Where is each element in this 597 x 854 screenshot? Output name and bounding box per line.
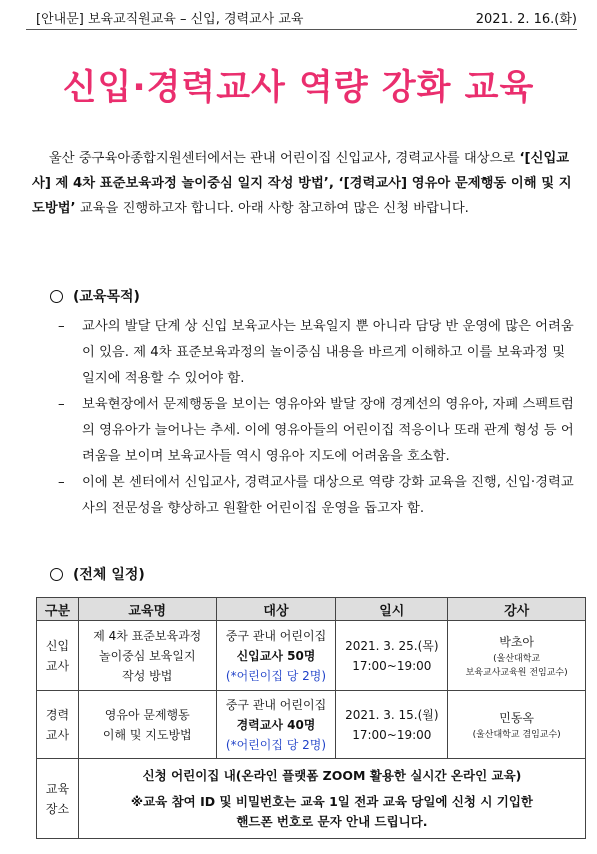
cell-category bbox=[37, 621, 79, 691]
place-line: 핸드폰 번호로 문자 안내 드립니다. bbox=[236, 813, 428, 829]
cell-datetime bbox=[336, 621, 448, 691]
dash-bullet: – bbox=[58, 475, 65, 490]
purpose-item-text: 보육현장에서 문제행동을 보이는 영유아와 발달 장애 경계선의 영유아, 자폐 스펙트럼의 영유아가 늘어나는 추세. 이에 영유아들의 어린이집 적응이나 또래 관계 형성 등 어려움을 보이며 보육교사들 역시 영유아 지도에 어려움을 호소함. bbox=[82, 397, 574, 464]
page-title: 신입·경력교사 역량 강화 교육 bbox=[62, 68, 535, 108]
table-row-place bbox=[37, 759, 586, 839]
table-header-row bbox=[37, 598, 586, 621]
cell-place-info bbox=[78, 759, 585, 839]
cell-line: 교육 bbox=[45, 781, 70, 796]
cell-place-label bbox=[37, 759, 79, 839]
cell-line: 17:00~19:00 bbox=[352, 658, 432, 673]
col-header-lecturer: 강사 bbox=[448, 598, 586, 621]
cell-category bbox=[37, 691, 79, 759]
list-item bbox=[58, 314, 580, 392]
cell-line: 경력 bbox=[45, 707, 70, 722]
cell-line: 영유아 문제행동 bbox=[104, 707, 190, 722]
cell-line: 작성 방법 bbox=[122, 668, 173, 683]
cell-line: 놀이중심 보육일지 bbox=[98, 648, 196, 663]
section-schedule-label: (전체 일정) bbox=[73, 567, 145, 583]
list-item bbox=[58, 392, 580, 470]
cell-line: 17:00~19:00 bbox=[352, 727, 432, 742]
cell-line: 신입 bbox=[45, 638, 70, 653]
header-doc-type: [안내문] 보육교직원교육 – 신입, 경력교사 교육 bbox=[36, 12, 304, 27]
circle-bullet-icon bbox=[50, 290, 63, 303]
intro-text-1: 울산 중구육아종합지원센터에서는 관내 어린이집 신입교사, 경력교사를 대상으로 bbox=[48, 151, 516, 166]
header-divider bbox=[26, 29, 577, 30]
section-purpose-label: (교육목적) bbox=[73, 289, 140, 305]
cell-lecturer bbox=[448, 691, 586, 759]
cell-line: 경력교사 40명 bbox=[236, 717, 316, 732]
cell-line: 2021. 3. 25.(목) bbox=[345, 638, 439, 653]
col-header-target: 대상 bbox=[216, 598, 336, 621]
col-header-course: 교육명 bbox=[78, 598, 216, 621]
cell-line: (*어린이집 당 2명) bbox=[225, 737, 327, 752]
place-line: ※교육 참여 ID 및 비밀번호는 교육 1일 전과 교육 당일에 신청 시 기입한 bbox=[130, 793, 533, 809]
intro-text-bold: ‘[신입교사] 제 4차 표준보육과정 놀이중심 일지 작성 방법’, ‘[경력교사] 영유아 문제행동 이해 및 지도방법’ bbox=[32, 151, 572, 216]
table-row bbox=[37, 691, 586, 759]
cell-line: 중구 관내 어린이집 bbox=[225, 697, 327, 712]
schedule-table bbox=[36, 597, 586, 839]
dash-bullet: – bbox=[58, 319, 65, 334]
cell-datetime bbox=[336, 691, 448, 759]
place-line: 신청 어린이집 내(온라인 플랫폼 ZOOM 활용한 실시간 온라인 교육) bbox=[142, 767, 522, 783]
cell-target bbox=[216, 691, 336, 759]
circle-bullet-icon bbox=[50, 568, 63, 581]
purpose-list bbox=[58, 314, 580, 522]
cell-course bbox=[78, 621, 216, 691]
cell-target bbox=[216, 621, 336, 691]
cell-line: 교사 bbox=[45, 727, 70, 742]
list-item bbox=[58, 470, 580, 522]
cell-line: 교사 bbox=[45, 658, 70, 673]
cell-line: 신입교사 50명 bbox=[236, 648, 316, 663]
cell-line: 제 4차 표준보육과정 bbox=[93, 628, 202, 643]
cell-line: 민동옥 bbox=[499, 710, 535, 725]
section-schedule-title bbox=[50, 564, 145, 584]
intro-paragraph bbox=[32, 146, 577, 221]
cell-line: (울산대학교 겸임교수) bbox=[472, 729, 561, 740]
cell-line: 장소 bbox=[45, 801, 70, 816]
cell-line: (울산대학교 bbox=[493, 653, 541, 664]
cell-line: (*어린이집 당 2명) bbox=[225, 668, 327, 683]
table-row bbox=[37, 621, 586, 691]
col-header-datetime: 일시 bbox=[336, 598, 448, 621]
intro-text-2: 교육을 진행하고자 합니다. 아래 사항 참고하여 많은 신청 바랍니다. bbox=[75, 201, 469, 216]
cell-course bbox=[78, 691, 216, 759]
header-date: 2021. 2. 16.(화) bbox=[475, 12, 577, 27]
dash-bullet: – bbox=[58, 397, 65, 412]
cell-line: 보육교사교육원 전임교수) bbox=[465, 667, 568, 678]
cell-line: 2021. 3. 15.(월) bbox=[345, 707, 439, 722]
col-header-category: 구분 bbox=[37, 598, 79, 621]
section-purpose-title bbox=[50, 286, 140, 306]
purpose-item-text: 이에 본 센터에서 신입교사, 경력교사를 대상으로 역량 강화 교육을 진행, 신입·경력교사의 전문성을 향상하고 원활한 어린이집 운영을 돕고자 함. bbox=[82, 475, 574, 516]
cell-line: 중구 관내 어린이집 bbox=[225, 628, 327, 643]
cell-line: 박초아 bbox=[499, 634, 535, 649]
purpose-item-text: 교사의 발달 단계 상 신입 보육교사는 보육일지 뿐 아니라 담당 반 운영에 많은 어려움이 있음. 제 4차 표준보육과정의 놀이중심 내용을 바르게 이해하고 이를 보육과정 및 일지에 적용할 수 있어야 함. bbox=[82, 319, 574, 386]
cell-line: 이해 및 지도방법 bbox=[102, 727, 192, 742]
cell-lecturer bbox=[448, 621, 586, 691]
